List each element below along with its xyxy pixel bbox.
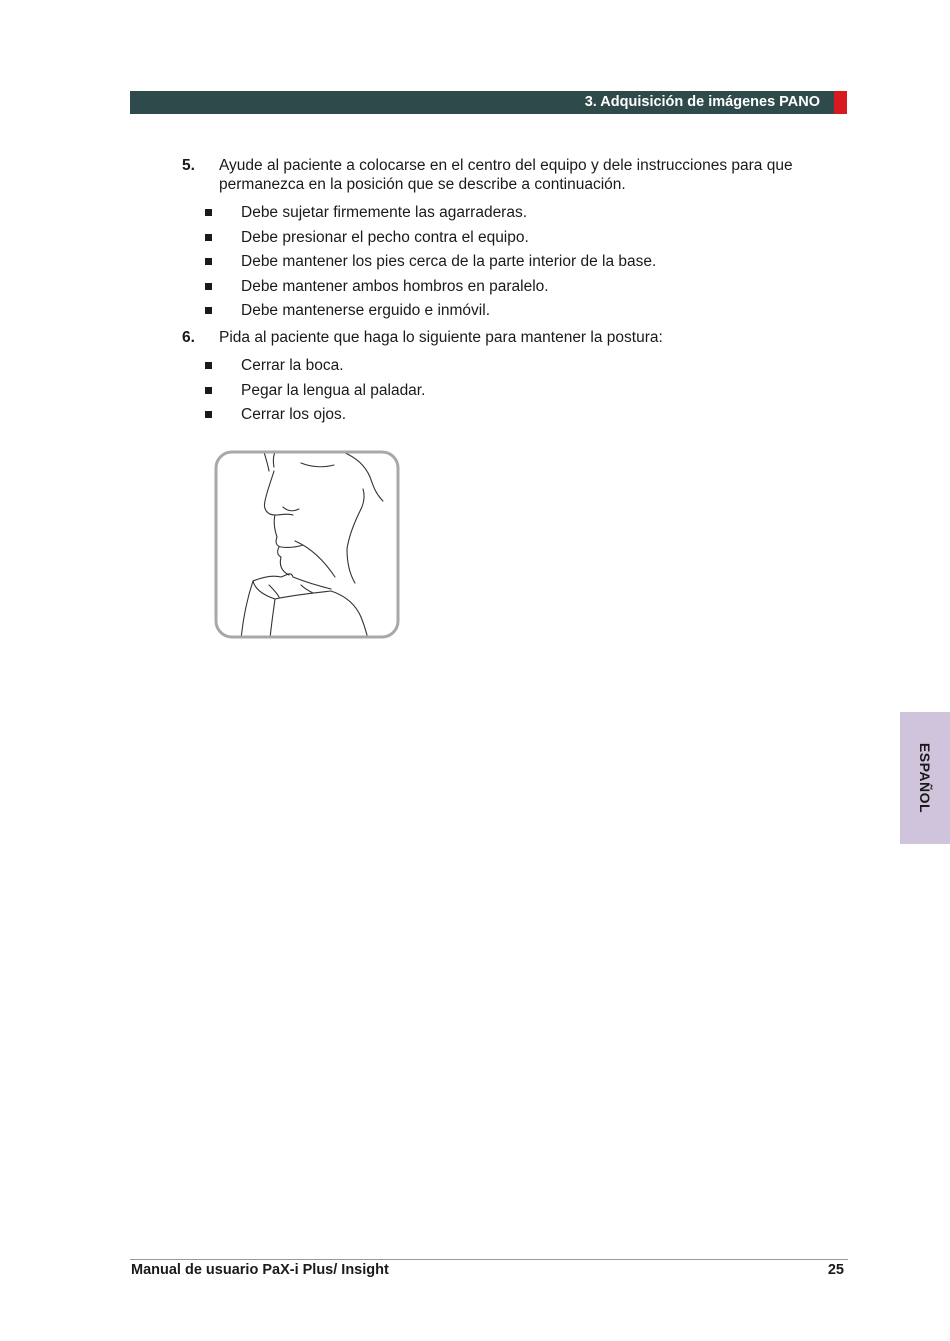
step-text: Ayude al paciente a colocarse en el centro del equipo y dele instrucciones para que permanezca en la posición que se describe a continuación. <box>219 157 793 193</box>
list-item: Debe mantener ambos hombros en paralelo. <box>205 277 842 296</box>
main-content <box>182 156 842 430</box>
footer-divider <box>130 1259 848 1260</box>
step-number: 5. <box>182 157 195 174</box>
square-bullet-icon <box>205 411 212 418</box>
square-bullet-icon <box>205 387 212 394</box>
square-bullet-icon <box>205 362 212 369</box>
square-bullet-icon <box>205 258 212 265</box>
list-item: Cerrar los ojos. <box>205 405 842 424</box>
step-6-bullet-list <box>182 356 842 424</box>
square-bullet-icon <box>205 283 212 290</box>
patient-profile-illustration <box>213 449 401 640</box>
step-text: Pida al paciente que haga lo siguiente para mantener la postura: <box>219 329 663 346</box>
square-bullet-icon <box>205 234 212 241</box>
list-item: Pegar la lengua al paladar. <box>205 381 842 400</box>
list-item: Debe sujetar firmemente las agarraderas. <box>205 203 842 222</box>
footer-page-number: 25 <box>827 1262 844 1278</box>
step-number: 6. <box>182 329 195 346</box>
list-item: Debe mantener los pies cerca de la parte interior de la base. <box>205 252 842 271</box>
language-label: ESPAÑOL <box>917 742 933 814</box>
footer-manual-title: Manual de usuario PaX-i Plus/ Insight <box>131 1262 389 1278</box>
step-5-bullet-list <box>182 203 842 320</box>
step-6 <box>182 328 842 347</box>
square-bullet-icon <box>205 209 212 216</box>
section-title: 3. Adquisición de imágenes PANO <box>584 94 820 110</box>
list-item: Debe presionar el pecho contra el equipo. <box>205 228 842 247</box>
header-accent-block <box>834 91 847 114</box>
list-item: Cerrar la boca. <box>205 356 842 375</box>
language-tab <box>900 712 950 844</box>
step-5 <box>182 156 842 194</box>
section-header-bar <box>130 91 834 114</box>
list-item: Debe mantenerse erguido e inmóvil. <box>205 301 842 320</box>
square-bullet-icon <box>205 307 212 314</box>
